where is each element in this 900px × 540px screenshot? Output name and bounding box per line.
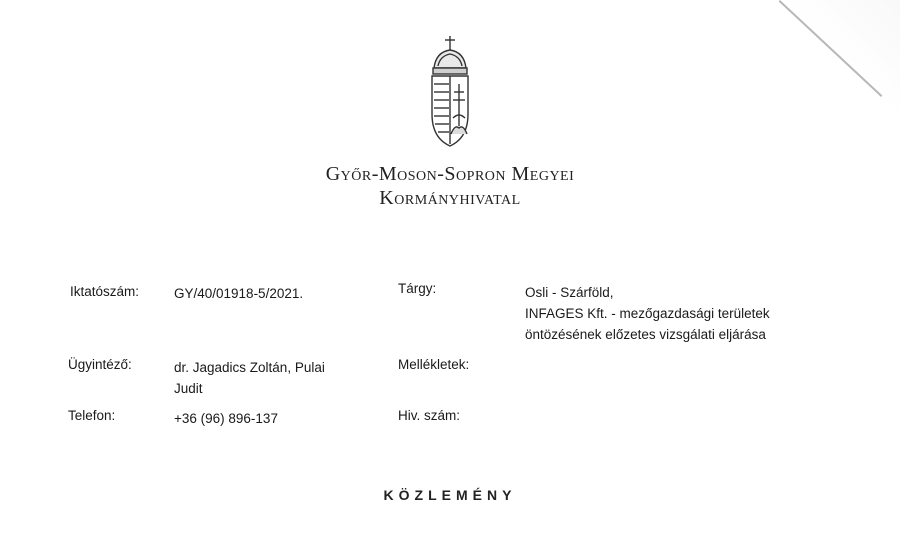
targy-value xyxy=(525,282,770,345)
targy-label: Tárgy: xyxy=(398,281,437,296)
iktatoszam-value: GY/40/01918-5/2021. xyxy=(174,286,304,301)
targy-value-line3: öntözésének előzetes vizsgálati eljárása xyxy=(525,327,766,342)
mellekletek-label: Mellékletek: xyxy=(398,357,470,372)
document-title: KÖZLEMÉNY xyxy=(383,487,517,503)
telefon-label: Telefon: xyxy=(68,408,116,423)
targy-value-line1: Osli - Szárföld, xyxy=(525,285,614,300)
page-corner-shadow xyxy=(760,0,900,150)
ugyintezo-value-line1: dr. Jagadics Zoltán, Pulai xyxy=(174,360,325,375)
telefon-value: +36 (96) 896-137 xyxy=(174,411,278,426)
ugyintezo-label: Ügyintéző: xyxy=(68,357,132,372)
hiv-szam-label: Hiv. szám: xyxy=(398,408,461,423)
ugyintezo-value-line2: Judit xyxy=(174,381,203,396)
iktatoszam-label: Iktatószám: xyxy=(70,284,140,299)
organization-name-line2: Kormányhivatal xyxy=(379,187,521,209)
ugyintezo-value xyxy=(174,357,325,399)
coat-of-arms-icon xyxy=(428,34,472,152)
targy-value-line2: INFAGES Kft. - mezőgazdasági területek xyxy=(525,306,770,321)
organization-name-line1: Győr-Moson-Sopron Megyei xyxy=(325,163,575,185)
